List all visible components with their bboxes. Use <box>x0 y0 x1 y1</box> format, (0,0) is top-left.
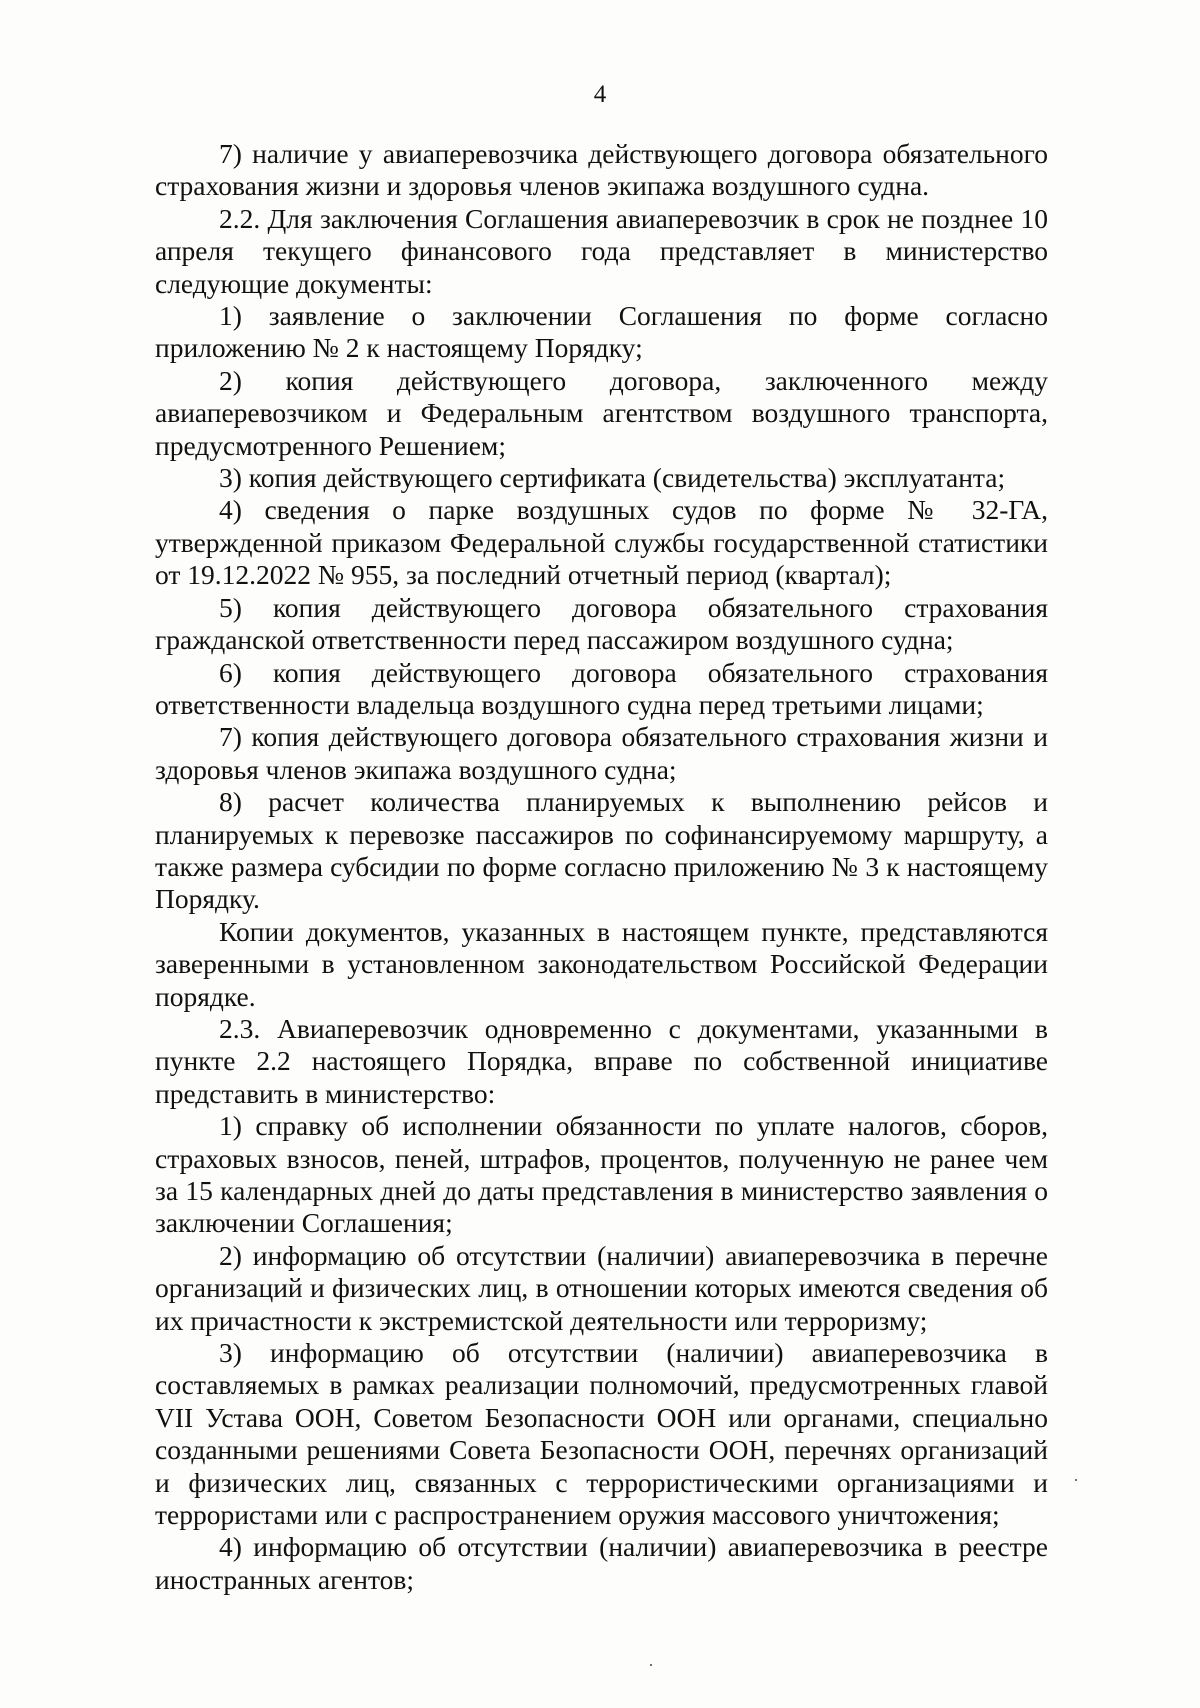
paragraph-optional-3: 3) информацию об отсутствии (наличии) авиаперевозчика в составляемых в рамках реализации полномочий, предусмотренных главой VII Устава ООН, Советом Безопасности ООН или органами, специально созданными решениями Совета Безопасности ООН, перечнях организаций и физических лиц, связанных с террористическими организациями и террористами или с распространением оружия массового уничтожения; <box>155 1337 1048 1531</box>
scan-speck <box>650 1664 652 1666</box>
paragraph-doc-8: 8) расчет количества планируемых к выполнению рейсов и планируемых к перевозке пассажиров по софинансируемому маршруту, а также размера субсидии по форме согласно приложению № 3 к настоящему Порядку. <box>155 786 1048 915</box>
paragraph-optional-4: 4) информацию об отсутствии (наличии) авиаперевозчика в реестре иностранных агентов; <box>155 1531 1048 1595</box>
paragraph-doc-4: 4) сведения о парке воздушных судов по форме № 32-ГА, утвержденной приказом Федеральной службы государственной статистики от 19.12.2022 № 955, за последний отчетный период (квартал); <box>155 494 1048 591</box>
paragraph-doc-6: 6) копия действующего договора обязательного страхования ответственности владельца воздушного судна перед третьими лицами; <box>155 656 1048 720</box>
paragraph-item-7-insurance: 7) наличие у авиаперевозчика действующего договора обязательного страхования жизни и здоровья членов экипажа воздушного судна. <box>155 138 1048 202</box>
paragraph-doc-5: 5) копия действующего договора обязательного страхования гражданской ответственности перед пассажиром воздушного судна; <box>155 591 1048 656</box>
scan-speck <box>1075 1479 1077 1481</box>
document-body <box>155 138 1048 1596</box>
paragraph-copies: Копии документов, указанных в настоящем пункте, представляются заверенными в установленном законодательством Российской Федерации порядке. <box>155 915 1048 1012</box>
paragraph-doc-7: 7) копия действующего договора обязательного страхования жизни и здоровья членов экипажа воздушного судна; <box>155 721 1048 785</box>
paragraph-doc-2: 2) копия действующего договора, заключенного между авиаперевозчиком и Федеральным агентством воздушного транспорта, предусмотренного Решением; <box>155 364 1048 461</box>
paragraph-2-3: 2.3. Авиаперевозчик одновременно с документами, указанными в пункте 2.2 настоящего Порядка, вправе по собственной инициативе представить в министерство: <box>155 1012 1048 1109</box>
paragraph-doc-1: 1) заявление о заключении Соглашения по форме согласно приложению № 2 к настоящему Порядку; <box>155 300 1048 364</box>
page-number: 4 <box>593 81 607 108</box>
paragraph-2-2: 2.2. Для заключения Соглашения авиаперевозчик в срок не позднее 10 апреля текущего финансового года представляет в министерство следующие документы: <box>155 202 1048 299</box>
paragraph-optional-1: 1) справку об исполнении обязанности по уплате налогов, сборов, страховых взносов, пеней, штрафов, процентов, полученную не ранее чем за 15 календарных дней до даты представления в министерство заявления о заключении Соглашения; <box>155 1110 1048 1239</box>
paragraph-optional-2: 2) информацию об отсутствии (наличии) авиаперевозчика в перечне организаций и физических лиц, в отношении которых имеются сведения об их причастности к экстремистской деятельности или терроризму; <box>155 1239 1048 1336</box>
paragraph-doc-3: 3) копия действующего сертификата (свидетельства) эксплуатанта; <box>219 462 1006 494</box>
